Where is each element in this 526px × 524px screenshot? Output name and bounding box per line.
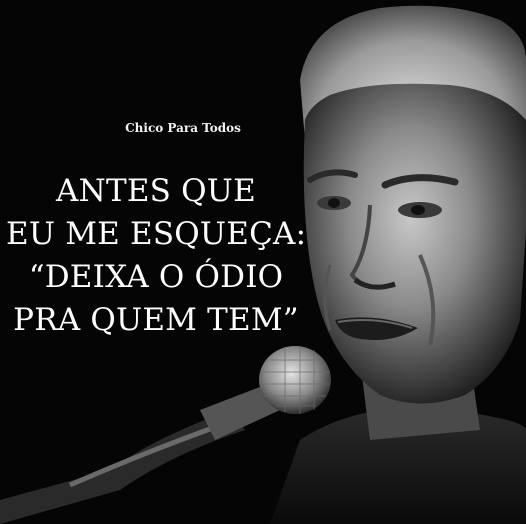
quote-text [6, 170, 306, 342]
credit-watermark: Chico Para Todos [125, 121, 241, 135]
quote-line: “DEIXA O ÓDIO [28, 259, 284, 295]
quote-line: ANTES QUE [56, 173, 256, 209]
quote-line: EU ME ESQUEÇA: [6, 216, 307, 252]
face [304, 84, 526, 404]
microphone [259, 346, 331, 414]
quote-line: PRA QUEM TEM” [13, 302, 299, 338]
